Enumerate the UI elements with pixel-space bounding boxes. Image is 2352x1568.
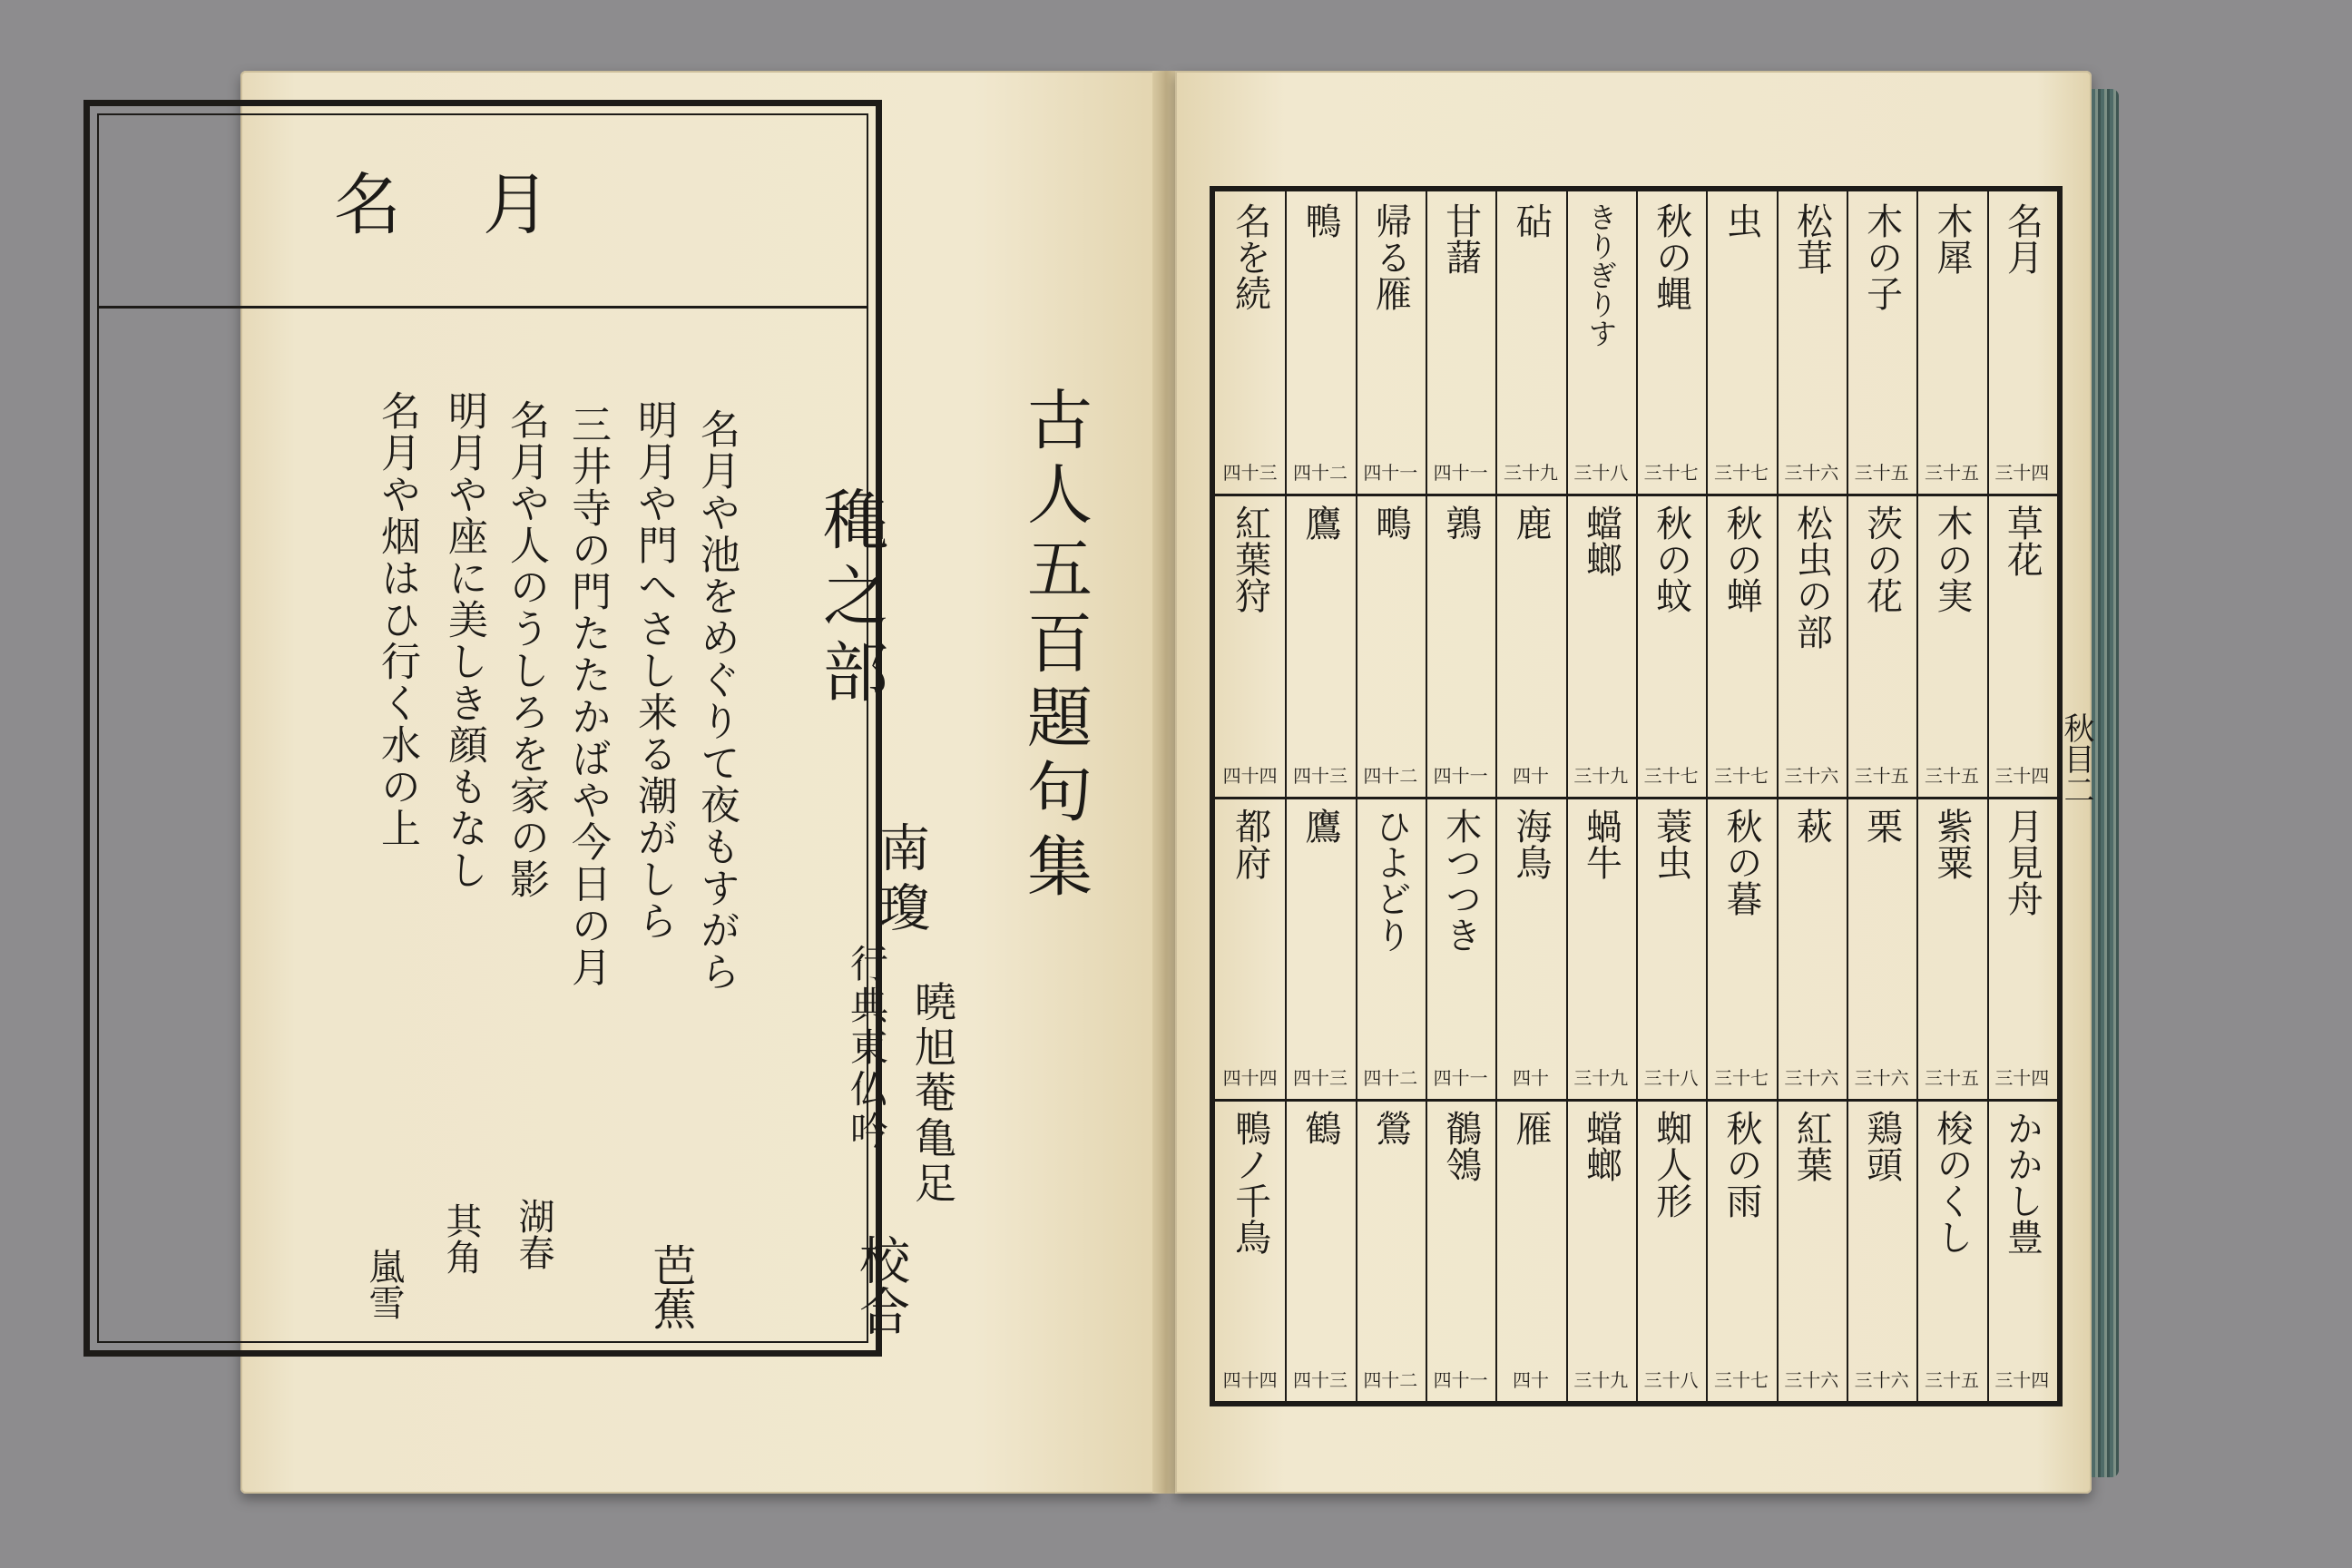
table-cell [1916,1099,1986,1401]
entry-title: 虫 [1720,202,1762,239]
table-cell [1636,797,1706,1099]
table-cell [1777,1099,1847,1401]
page-number: 四十一 [1433,764,1488,787]
entry-title: 秋の蚊 [1650,505,1692,614]
page-number: 三十四 [1994,764,2050,787]
page-number: 三十九 [1573,1369,1629,1391]
page-number: 三十五 [1924,462,1979,485]
table-cell [1916,494,1986,796]
table-cell [1426,797,1495,1099]
table-cell [1285,797,1355,1099]
entry-title: 鶏頭 [1860,1109,1903,1182]
entry-title: かかし豊 [2001,1109,2043,1255]
entry-title: 木の実 [1930,505,1973,614]
poem-line: 明月や門へさし来る潮がしら [631,399,677,942]
table-cell [1777,797,1847,1099]
poet-name: 芭蕉 [645,1243,696,1330]
page-number: 三十六 [1854,1066,1909,1089]
table-cell [1356,494,1426,796]
entry-title: 鴨ノ千鳥 [1229,1109,1271,1255]
table-cell [1495,1099,1565,1401]
editor-name: 南瓊 [871,821,930,941]
page-number: 四十三 [1292,1369,1348,1391]
entry-title: 海鳥 [1509,807,1552,880]
page-number: 三十六 [1784,764,1839,787]
entry-title: 鶯 [1369,1109,1412,1146]
table-cell [1987,797,2057,1099]
section-title-band [99,115,867,309]
entry-title: 砧 [1509,202,1552,239]
entry-title: 茨の花 [1860,505,1903,614]
poet-name: 嵐雪 [363,1248,405,1320]
page-number: 三十四 [1994,1369,2050,1391]
table-cell [1636,494,1706,796]
entry-title: 名月 [2001,202,2043,275]
entry-title: 秋の暮 [1720,807,1762,916]
poem-line: 名月や池をめぐりて夜もすがら [693,408,740,993]
page-number: 四十 [1512,764,1549,787]
table-cell [1566,797,1636,1099]
table-cell [1426,1099,1495,1401]
entry-title: 梭のくし [1930,1109,1973,1255]
page-number: 四十 [1512,1066,1549,1089]
entry-title: 蝸牛 [1580,807,1622,880]
page-number: 三十六 [1784,1369,1839,1391]
page-number: 三十四 [1994,1066,2050,1089]
entry-title: 鷹 [1298,505,1341,542]
page-number: 四十四 [1222,1369,1278,1391]
page-number: 三十七 [1713,1066,1769,1089]
page-number: 三十六 [1784,1066,1839,1089]
table-cell [1847,797,1916,1099]
section-title: 名月 [334,166,632,244]
table-cell [1356,191,1426,494]
table-cell [1426,191,1495,494]
table-cell [1847,494,1916,796]
entry-title: 帰る雁 [1369,202,1412,311]
page-number: 三十七 [1643,462,1699,485]
table-cell [1566,494,1636,796]
entry-title: 鶺鴒 [1439,1109,1482,1182]
entry-title: 松虫の部 [1790,505,1833,651]
editor-role: 校合 [851,1234,910,1336]
page-number: 四十二 [1292,462,1348,485]
table-cell [1215,1099,1285,1401]
table-cell [1566,1099,1636,1401]
page-number: 三十六 [1784,462,1839,485]
table-cell [1285,494,1355,796]
table-cell [1706,494,1776,796]
poet-name: 其角 [440,1202,482,1275]
table-cell [1495,191,1565,494]
table-cell [1987,1099,2057,1401]
page-number: 三十八 [1643,1369,1699,1391]
page-number: 四十一 [1433,1066,1488,1089]
entry-title: 木つつき [1439,807,1482,953]
entry-title: 木犀 [1930,202,1973,275]
page-number: 三十五 [1924,1369,1979,1391]
page-number: 三十七 [1713,764,1769,787]
editor-detail-2: 行典東仏吟 [845,944,889,1152]
table-cell [1847,191,1916,494]
page-number: 三十七 [1713,1369,1769,1391]
entry-title: 蓑虫 [1650,807,1692,880]
entry-title: 鷹 [1298,807,1341,844]
table-cell [1706,797,1776,1099]
page-number: 四十二 [1363,1369,1418,1391]
entry-title: 鹿 [1509,505,1552,542]
page-number: 三十九 [1573,1066,1629,1089]
table-cell [1987,191,2057,494]
page-number: 四十一 [1363,462,1418,485]
entry-title: 鴨 [1298,202,1341,239]
table-cell [1285,1099,1355,1401]
table-cell [1777,191,1847,494]
table-cell [1987,494,2057,796]
page-number: 三十七 [1643,764,1699,787]
table-cell [1495,494,1565,796]
page-number: 四十二 [1363,1066,1418,1089]
entry-title: 紫粟 [1930,807,1973,880]
entry-title: 秋の蝉 [1720,505,1762,614]
poem-line: 名月や人のうしろを家の影 [503,399,549,900]
entry-title: 雁 [1509,1109,1552,1146]
page-number: 三十八 [1573,462,1629,485]
entry-title: 松茸 [1790,202,1833,275]
page-number: 三十五 [1854,462,1909,485]
table-cell [1285,191,1355,494]
page-number: 四十一 [1433,1369,1488,1391]
table-cell [1566,191,1636,494]
entry-title: 名を続 [1229,202,1271,311]
entry-title: 鶉 [1439,505,1482,542]
entry-title: きりぎりす [1583,202,1619,348]
table-cell [1495,797,1565,1099]
table-cell [1215,797,1285,1099]
page-number: 三十五 [1854,764,1909,787]
page-number: 四十四 [1222,1066,1278,1089]
table-cell [1706,1099,1776,1401]
entry-title: 月見舟 [2001,807,2043,916]
entry-title: 蟷螂 [1580,1109,1622,1182]
poet-name: 湖春 [513,1198,554,1270]
page-number: 三十六 [1854,1369,1909,1391]
table-cell [1916,191,1986,494]
page-number: 四十三 [1292,1066,1348,1089]
table-cell [1706,191,1776,494]
poem-line: 名月や烟はひ行く水の上 [374,390,420,849]
table-cell [1847,1099,1916,1401]
table-cell [1916,797,1986,1099]
page-number: 四十 [1512,1369,1549,1391]
entry-title: 鶴 [1298,1109,1341,1146]
table-cell [1426,494,1495,796]
entry-title: 紅葉 [1790,1109,1833,1182]
table-cell [1356,797,1426,1099]
entry-title: 秋の蝿 [1650,202,1692,311]
page-number: 三十五 [1924,764,1979,787]
section-label: 穐之部 [812,485,888,714]
page-number: 四十三 [1292,764,1348,787]
page-number: 三十四 [1994,462,2050,485]
page-number: 三十九 [1503,462,1558,485]
entry-title: 鴫 [1369,505,1412,542]
table-cell [1215,494,1285,796]
table-cell [1215,191,1285,494]
contents-table [1210,186,2063,1406]
page-number: 三十八 [1643,1066,1699,1089]
entry-title: 栗 [1860,807,1903,844]
entry-title: ひよどり [1369,807,1412,953]
entry-title: 蟷螂 [1580,505,1622,578]
page-number: 四十一 [1433,462,1488,485]
entry-title: 萩 [1790,807,1833,844]
page-number: 三十九 [1573,764,1629,787]
table-cell [1636,191,1706,494]
entry-title: 蜘人形 [1650,1109,1692,1219]
page-number: 三十五 [1924,1066,1979,1089]
margin-label: 秋目二 [2058,712,2094,805]
table-cell [1777,494,1847,796]
entry-title: 紅葉狩 [1229,505,1271,614]
table-cell [1356,1099,1426,1401]
poem-line: 明月や座に美しき顔もなし [441,390,487,891]
entry-title: 木の子 [1860,202,1903,311]
entry-title: 秋の雨 [1720,1109,1762,1219]
entry-title: 都府 [1229,807,1271,880]
entry-title: 草花 [2001,505,2043,578]
table-cell [1636,1099,1706,1401]
book-title: 古人五百題句集 [1016,386,1093,906]
editor-detail-1: 曉旭菴亀足 [908,980,957,1207]
page-number: 四十四 [1222,764,1278,787]
page-number: 四十二 [1363,764,1418,787]
entry-title: 甘藷 [1439,202,1482,275]
page-number: 三十七 [1713,462,1769,485]
poem-line: 三井寺の門たたかばや今日の月 [564,404,611,988]
page-number: 四十三 [1222,462,1278,485]
